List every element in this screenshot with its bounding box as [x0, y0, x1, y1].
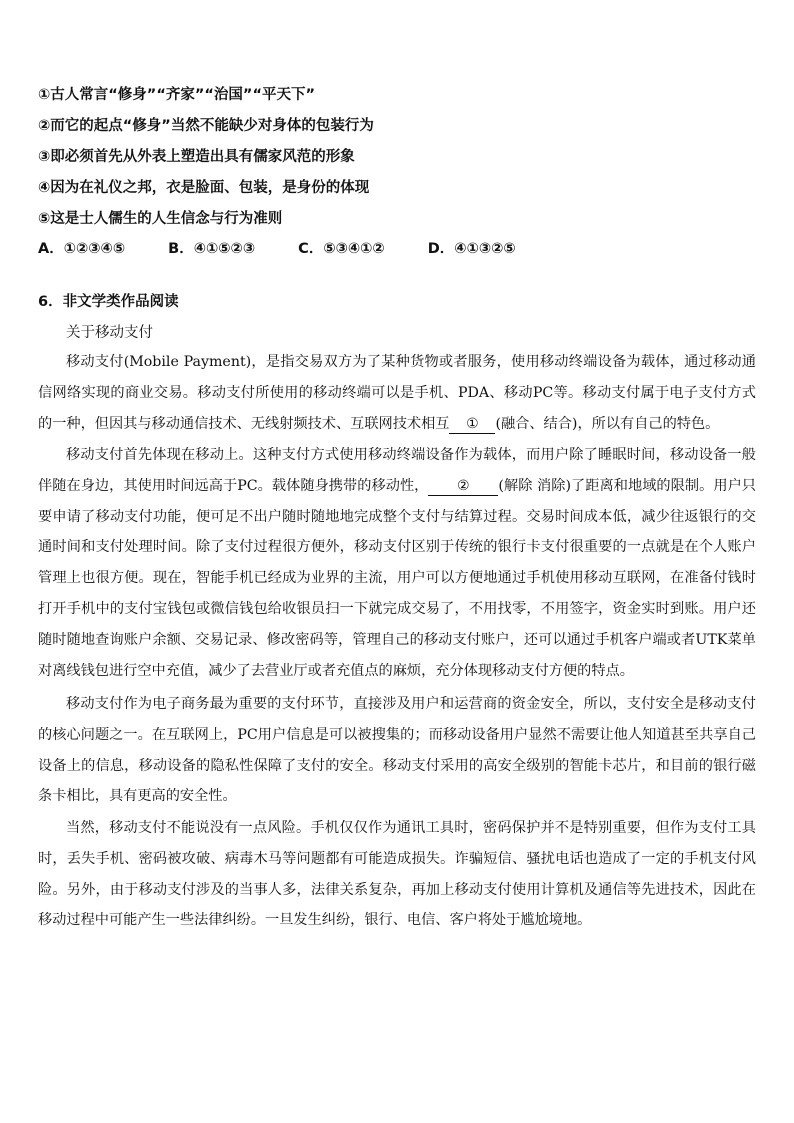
answer-options — [38, 237, 554, 258]
option-a[interactable]: A．①②③④⑤ — [38, 241, 126, 257]
paragraph-4: 当然，移动支付不能说没有一点风险。手机仅仅作为通讯工具时，密码保护并不是特别重要，但作为支付工具时，丢失手机、密码被攻破、病毒木马等问题都有可能造成损失。诈骗短信、骚扰电话也造成了一定的手机支付风险。另外，由于移动支付涉及的当事人多，法律关系复杂，再加上移动支付使用计算机及通信等先进技术，因此在移动过程中可能产生一些法律纠纷。一旦发生纠纷，银行、电信、客户将处于尴尬境地。 — [38, 820, 756, 929]
statement-2: ②而它的起点“修身”当然不能缺少对身体的包装行为 — [38, 118, 374, 134]
section-title: 6．非文学类作品阅读 — [38, 294, 179, 310]
paragraph-1 — [38, 347, 756, 439]
statement-1: ①古人常言“修身”“齐家”“治国”“平天下” — [38, 87, 316, 103]
paragraph-2-tail: (解除 消除)了距离和地域的限制。用户只要申请了移动支付功能，便可足不出户随时随地地完成整个支付与结算过程。交易时间成本低，减少往返银行的交通时间和支付处理时间。除了支付过程很方便外，移动支付区别于传统的银行卡支付很重要的一点就是在个人账户管理上也很方便。现在，智能手机已经成为业界的主流，用户可以方便地通过手机使用移动互联网，在准备付钱时打开手机中的支付宝钱包或微信钱包给收银员扫一下就完成交易了，不用找零，不用签字，资金实时到账。用户还随时随地查询账户余额、交易记录、修改密码等，管理自己的移动支付账户，还可以通过手机客户端或者UTK菜单对离线钱包进行空中充值，减少了去营业厅或者充值点的麻烦，充分体现移动支付方便的特点。 — [38, 477, 756, 679]
statement-5: ⑤这是士人儒生的人生信念与行为准则 — [38, 211, 283, 227]
paragraph-2 — [38, 440, 756, 686]
paragraph-3: 移动支付作为电子商务最为重要的支付环节，直接涉及用户和运营商的资金安全，所以，支付安全是移动支付的核心问题之一。在互联网上，PC用户信息是可以被搜集的；而移动设备用户显然不需要让他人知道甚至共享自己设备上的信息，移动设备的隐私性保障了支付的安全。移动支付采用的高安全级别的智能卡芯片，和目前的银行磁条卡相比，具有更高的安全性。 — [38, 696, 756, 805]
option-d[interactable]: D．④①③②⑤ — [427, 241, 516, 257]
blank-1[interactable]: ① — [449, 415, 495, 434]
article-title: 关于移动支付 — [66, 325, 153, 341]
paragraph-1-tail: (融合、结合)，所以有自己的特色。 — [495, 415, 720, 432]
blank-2[interactable]: ② — [428, 477, 498, 496]
option-b[interactable]: B．④①⑤②③ — [168, 241, 256, 257]
statement-4: ④因为在礼仪之邦，衣是脸面、包装，是身份的体现 — [38, 180, 370, 196]
paragraph-2-text: 移动支付首先体现在移动上。这种支付方式使用移动终端设备作为载体，而用户除了睡眠时间，移动设备一般伴随在身边，其使用时间远高于PC。载体随身携带的移动性， — [38, 447, 756, 494]
paragraph-1-text: 移动支付(Mobile Payment)，是指交易双方为了某种货物或者服务，使用移动终端设备为载体，通过移动通信网络实现的商业交易。移动支付所使用的移动终端可以是手机、PDA、移动PC等。移动支付属于电子支付方式的一种，但因其与移动通信技术、无线射频技术、互联网技术相互 — [38, 354, 756, 432]
statement-3: ③即必须首先从外表上塑造出具有儒家风范的形象 — [38, 149, 355, 165]
option-c[interactable]: C．⑤③④①② — [298, 241, 385, 257]
